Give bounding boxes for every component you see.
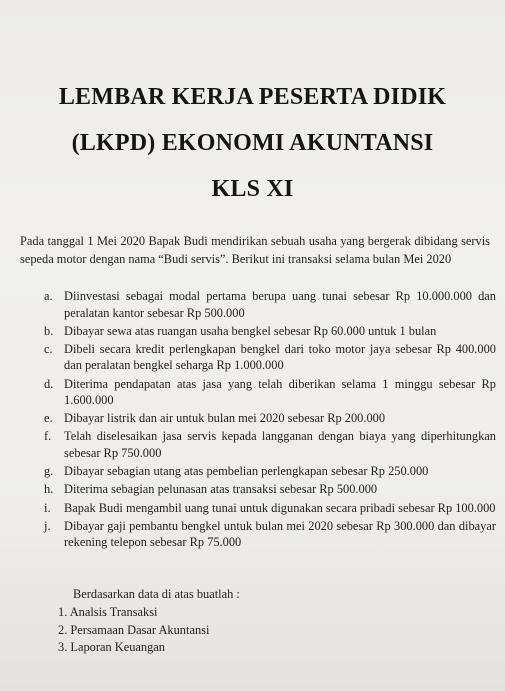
transaction-text: Dibayar sebagian utang atas pembelian perlengkapan sebesar Rp 250.000 <box>64 464 429 479</box>
transaction-text: Telah diselesaikan jasa servis kepada langganan dengan biaya yang diperhitungkan sebesar Rp 750.000 <box>64 429 496 460</box>
transaction-letter: g. <box>44 464 54 479</box>
transaction-text: Dibeli secara kredit perlengkapan bengkel dari toko motor jaya sebesar Rp 400.000 dan peralatan bengkel seharga Rp 1.000.000 <box>64 341 496 373</box>
transaction-item <box>44 428 496 461</box>
transaction-letter: f. <box>44 429 52 444</box>
transaction-item <box>44 341 496 374</box>
title-line-2: (LKPD) EKONOMI AKUNTANSI <box>71 130 434 156</box>
transaction-item <box>44 376 496 409</box>
transaction-text: Dibayar listrik dan air untuk bulan mei 2020 sebesar Rp 200.000 <box>64 411 386 426</box>
transaction-letter: j. <box>44 518 51 533</box>
title-line-1: LEMBAR KERJA PESERTA DIDIK <box>58 84 447 110</box>
transaction-item <box>44 410 496 427</box>
transaction-letter: i. <box>44 500 51 515</box>
transaction-item <box>44 463 496 480</box>
transaction-text: Diterima sebagian pelunasan atas transaksi sebesar Rp 500.000 <box>64 482 378 497</box>
task-item: 2. Persamaan Dasar Akuntansi <box>58 622 210 637</box>
transaction-item <box>44 481 496 498</box>
transaction-text: Bapak Budi mengambil uang tunai untuk digunakan secara pribadi sebesar Rp 100.000 <box>64 500 496 515</box>
task-item: 1. Analsis Transaksi <box>58 605 158 619</box>
transaction-item <box>44 323 496 340</box>
transaction-text: Dibayar gaji pembantu bengkel untuk bulan mei 2020 sebesar Rp 300.000 dan dibayar rekening telepon sebesar Rp 75.000 <box>64 518 496 550</box>
transaction-letter: h. <box>44 482 54 497</box>
transaction-text: Diterima pendapatan atas jasa yang telah diberikan selama 1 minggu sebesar Rp 1.600.000 <box>64 376 496 408</box>
transaction-letter: c. <box>44 341 53 356</box>
closing-instruction: Berdasarkan data di atas buatlah : <box>73 587 240 601</box>
transaction-text: Diinvestasi sebagai modal pertama berupa uang tunai sebesar Rp 10.000.000 dan peralatan kantor sebesar Rp 500.000 <box>64 289 496 320</box>
transaction-text: Dibayar sewa atas ruangan usaha bengkel sebesar Rp 60.000 untuk 1 bulan <box>64 323 437 338</box>
transaction-letter: a. <box>44 289 53 303</box>
title-line-3: KLS XI <box>211 176 294 202</box>
task-item: 3. Laporan Keuangan <box>58 640 165 654</box>
transaction-letter: b. <box>44 323 54 338</box>
transaction-item <box>44 500 496 517</box>
transaction-letter: e. <box>44 411 53 426</box>
transaction-item <box>44 288 496 321</box>
transaction-letter: d. <box>44 376 54 391</box>
intro-paragraph: Pada tanggal 1 Mei 2020 Bapak Budi mendirikan sebuah usaha yang bergerak dibidang servis sepeda motor dengan nama “Budi servis”. Berikut ini transaksi selama bulan Mei 2020 <box>20 234 490 266</box>
transaction-list <box>44 288 496 552</box>
transaction-item <box>44 518 496 551</box>
task-list <box>58 604 209 657</box>
